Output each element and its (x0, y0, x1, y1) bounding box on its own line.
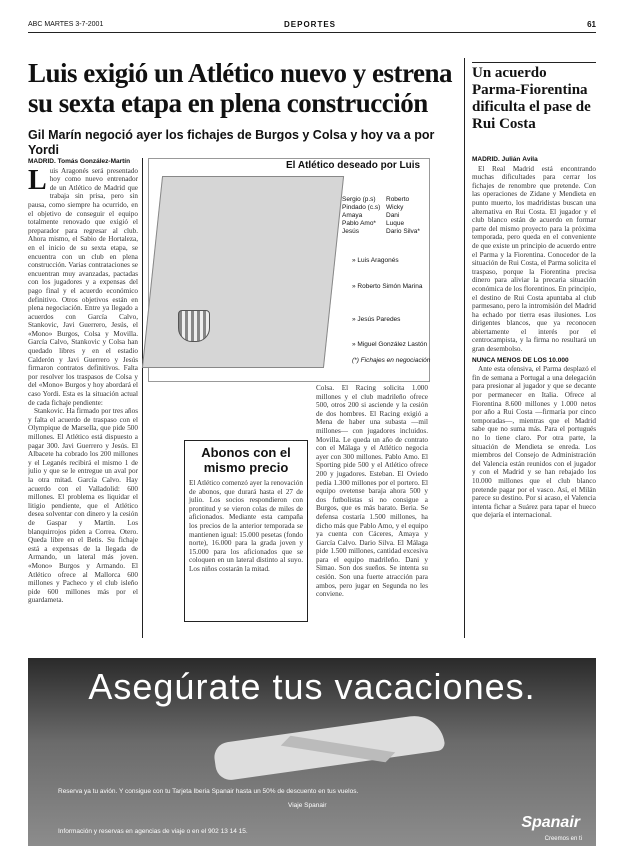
side-body-2: Ante esta ofensiva, el Parma desplazó el fin de semana a Portugal a una delegación para presionar al jugador y que se decante por permanecer en Italia. Ofrece al Fiorentina 8.600 millones y 1.000 netos por año a Rui Costa —firmaría por cinco temporadas—, mientras que el Madrid sabe que no suma más. Para el portugués no lo tiene claro. Por otra parte, la situación de Mendieta se enreda. Los miembros del Consejo de Administración del Valencia están reunidos con el jugador y con el Madrid y se han rebajado los 10.000 millones que el club blanco pretende pagar por el vasco. Así, el Milán parece su destino. Por si acaso, el Valencia intenta fichar a Suárez para tapar el hueco que dejaría el internacional. (472, 365, 596, 520)
header-date: ABC MARTES 3-7-2001 (28, 21, 104, 28)
player-name: Jesús (342, 228, 359, 235)
sidebar-divider (464, 58, 465, 638)
side-headline: Un acuerdo Parma-Fiorentina dificulta el pase de Rui Costa (472, 62, 596, 133)
page-header (28, 20, 596, 33)
graphic-note: (*) Fichajes en negociación (352, 357, 431, 364)
abonos-box (184, 440, 308, 622)
ad-line-2: Viaje Spanair (288, 802, 327, 809)
abonos-body: El Atlético comenzó ayer la renovación de abonos, que durará hasta el 27 de julio. Los socios respondieron con prontitud y se vieron colas de miles de aficionados. Mediante esta campaña los precios de la anterior temporada se mantienen igual: 15.000 pesetas (fondo norte), 16.000 para la grada joven y 15.000 para los aficionados que se coloquen en un lateral distinto al suyo. Los niños costarán la mitad. (189, 479, 303, 573)
main-headline: Luis exigió un Atlético nuevo y estrena su sexta etapa en plena construcción (28, 58, 453, 118)
ad-line-3: Información y reservas en agencias de viaje o en el 902 13 14 15. (58, 828, 248, 835)
signing-label: » Miguel González Lastón (352, 341, 428, 348)
ad-tagline: Creemos en ti (544, 836, 582, 842)
side-body (472, 156, 596, 616)
main-body-column-3: Colsa. El Racing solicita 1.000 millones y el club madrileño ofrece 500, otros 200 si asciende y la cesión de dos hombres. El Racing exigió a Mena de haber una subasta —mil millones— con jugadores incluidos. Movilla. Le queda un año de contrato con el Málaga y el Atlético negocia ayer con 300 millones. Pablo Amo. El Sporting pide 500 y el Atlético ofrece 200 y jugadores. Esteban. El Oviedo pedía 1.300 millones por el portero. El equipo ovetense baraja ahora 500 y dos futbolistas si no consigue a Burgos, que es más barato. Beria. Se defensa costaría 1.500 millones, ha dicho más que Pablo Amo, y el equipo ya cuenta con Cáceres, Amaya y García Calvo. Dario Silva. El Málaga pide 1.500 millones, cantidad excesiva para el equipo madrileño. Dani y Simao. Son dos sueños. Se intenta su cesión. Son una fuerte atracción para ambos, pero jugar en Segunda no les conviene. (316, 384, 428, 599)
signing-label: » Luis Aragonés (352, 257, 399, 264)
main-dropcap: L (28, 164, 47, 196)
player-name: Wicky (386, 204, 404, 211)
main-body-2: Stankovic. Ha firmado por tres años y falta el acuerdo de traspaso con el Olympique de Marsella, que pide 500 millones. El Atlético está dispuesto a pagar 300. Javi Guerrero y Jesús. El Albacete ha cobrado los 200 millones y el Leganés recibirá el mismo 1 de julio y que se le entregue un aval por la otra mitad. García Calvo. Hay acuerdo con el Valladolid: 600 millones. El problema es liquidar el litigio pendiente, que el Atlético desea solventar con dinero y la cesión de Gaspar y Martín. Los blanquirrojos piden a Correa. Otero. Queda libre en el Betis. Su fichaje está a expensas de la llegada de Armando, un lateral más joven. «Mono» Burgos y Armando. El Atlético ofrece al Mallorca 600 millones y Pacheco y el club isleño pide 600 millones más por el guardameta. (28, 407, 138, 605)
atletico-crest-icon (178, 310, 210, 342)
player-name: Sergio (p.s) (342, 196, 376, 203)
side-subhead: NUNCA MENOS DE LOS 10.000 (472, 356, 569, 364)
player-name: Roberto (386, 196, 410, 203)
player-list (342, 196, 430, 236)
header-section: DEPORTES (284, 20, 337, 29)
main-subhead: Gil Marín negoció ayer los fichajes de Burgos y Colsa y hoy va a por Yordi (28, 128, 435, 157)
player-name: Luque (386, 220, 405, 227)
column-divider (142, 158, 143, 638)
player-name: Amaya (342, 212, 363, 219)
side-body-1: El Real Madrid está encontrando muchas dificultades para cerrar los fichajes de renombre que pretende. Con las operaciones de Zidane y Mendieta en punto muerto, los madridistas buscan una alternativa en Rui Costa. El jugador y el club blanco están de acuerdo en formar parte del mismo proyecto para la próxima temporada, pero queda en el conveniente de que existe un principio de acuerdo entre el Parma y la Fiorentina. Conocedor de la situación de Rui Costa, el Parma solicita el traspaso, porque la Fiorentina precisa dinero para aliviar la precaria situación económica de los florentinos. En principio, el destino de Rui Costa apuntaba al club parmesano, pero la intromisión del Madrid ha echado por tierra esas ilusiones. Los dirigentes blancos, que ya reconocen abiertamente el interés por el centrocampista, y la firma no resultará un gran desembolso. (472, 164, 596, 354)
signing-label: » Roberto Simón Marina (352, 283, 423, 290)
football-pitch (142, 176, 344, 368)
player-name: Dani (386, 212, 400, 219)
graphic-title: El Atlético deseado por Luis (286, 160, 421, 171)
player-name: Pindado (c.s) (342, 204, 381, 211)
side-byline: MADRID. Julián Ávila (472, 156, 538, 163)
main-body-column-1 (28, 158, 138, 638)
main-body-1: uis Aragonés será presentado hoy como nuevo entrenador de un Atlético de Madrid que trabaja sin prisa, pero sin pausa, como siempre ha ocurrido, en el objetivo de conseguir el equipo totalmente renovado que exigió el preparador para regresar al club. Ahora mismo, el Sabio de Hortaleza, en el inicio de su sexta etapa, se encuentra con un club en plena construcción. Varias contrataciones se encuentran muy avanzadas, pactadas con los jugadores y a expensas del pago final y el acuerdo económico definitivo. Otros objetivos están en plena negociación. Entre ya llegado a acuerdos con García Calvo, Stankovic, Javi Guerrero, Jesús, el «Mono» Burgos, Colsa y Movilla. García Calvo, Stankovic y Colsa han quedado libres y en el estadio Calderón y Javi Guerrero y Jesús firmaron contratos definitivos. Falta por resolver los traspasos de Colsa y del «Mono» Burgos y hoy abordará el caso Yordi. Esta es la situación actual de cada fichaje pendiente: (28, 166, 138, 407)
ad-line-1: Reserva ya tu avión. Y consigue con tu Tarjeta Iberia Spanair hasta un 50% de descuento en tus vuelos. (58, 788, 359, 795)
player-name: Pablo Amo* (342, 220, 376, 227)
abonos-title: Abonos con el mismo precio (201, 445, 291, 475)
ad-headline: Asegúrate tus vacaciones. (88, 666, 536, 707)
signing-label: » Jesús Paredes (352, 316, 401, 323)
header-page-number: 61 (587, 20, 596, 29)
main-byline: MADRID. Tomás González-Martín (28, 158, 131, 165)
spanair-logo: Spanair (521, 814, 580, 831)
player-name: Dario Silva* (386, 228, 420, 235)
spanair-advertisement (28, 658, 596, 846)
